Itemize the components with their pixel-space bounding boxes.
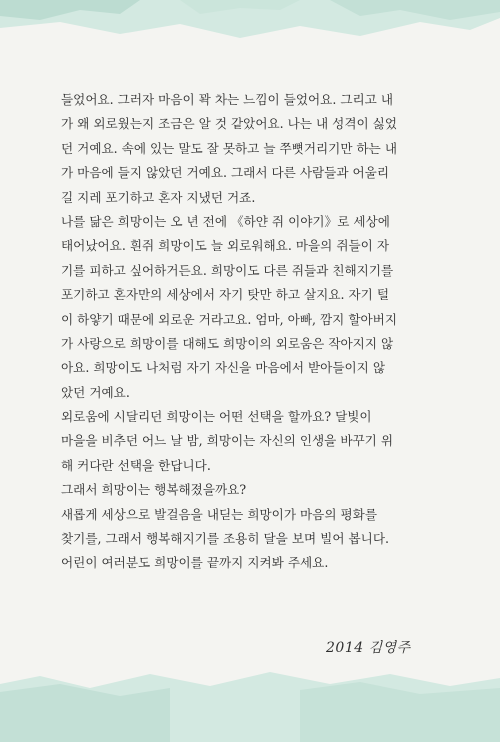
text-line: 들었어요. 그러자 마음이 꽉 차는 느낌이 들었어요. 그리고 내 <box>61 92 394 107</box>
text-line: 아요. 희망이도 나처럼 자기 자신을 마음에서 받아들이지 않 <box>61 360 385 376</box>
text-line: 새롭게 세상으로 발걸음을 내딛는 희망이가 마음의 평화를 <box>61 506 377 522</box>
text-line: 기를 피하고 싶어하거든요. 희망이도 다른 쥐들과 친해지기를 <box>61 262 394 278</box>
bottom-decorative-band <box>0 662 500 742</box>
text-line: 던 거예요. 속에 있는 말도 잘 못하고 늘 쭈뼛거리기만 하는 내 <box>61 140 398 156</box>
text-line: 나를 닮은 희망이는 오 년 전에 《하얀 쥐 이야기》로 세상에 <box>61 213 390 229</box>
text-line: 그래서 희망이는 행복해졌을까요? <box>61 482 247 498</box>
text-line: 길 지레 포기하고 혼자 지냈던 거죠. <box>61 189 256 205</box>
text-line: 찾기를, 그래서 행복해지기를 조용히 달을 보며 빌어 봅니다. <box>61 531 390 547</box>
text-line: 해 커다란 선택을 한답니다. <box>61 457 211 473</box>
body-text <box>61 88 431 576</box>
text-line: 가 왜 외로웠는지 조금은 알 것 같았어요. 나는 내 성격이 싫었 <box>61 116 398 132</box>
author-signature: 2014 김영주 <box>326 640 411 656</box>
text-line: 외로움에 시달리던 희망이는 어떤 선택을 할까요? 달빛이 <box>61 409 372 425</box>
text-line: 어린이 여러분도 희망이를 끝까지 지켜봐 주세요. <box>61 555 329 571</box>
text-line: 태어났어요. 흰쥐 희망이도 늘 외로워해요. 마을의 쥐들이 자 <box>61 238 390 254</box>
top-decorative-band <box>0 0 500 70</box>
text-line: 가 사랑으로 희망이를 대해도 희망이의 외로움은 작아지지 않 <box>61 335 394 351</box>
text-line: 마을을 비추던 어느 날 밤, 희망이는 자신의 인생을 바꾸기 위 <box>61 433 394 449</box>
text-line: 포기하고 혼자만의 세상에서 자기 탓만 하고 살지요. 자기 털 <box>61 287 390 303</box>
text-line: 가 마음에 들지 않았던 거예요. 그래서 다른 사람들과 어울리 <box>61 165 390 181</box>
text-line: 았던 거예요. <box>61 384 130 400</box>
text-line: 이 하얗기 때문에 외로운 거라고요. 엄마, 아빠, 깜지 할아버지 <box>61 311 398 327</box>
